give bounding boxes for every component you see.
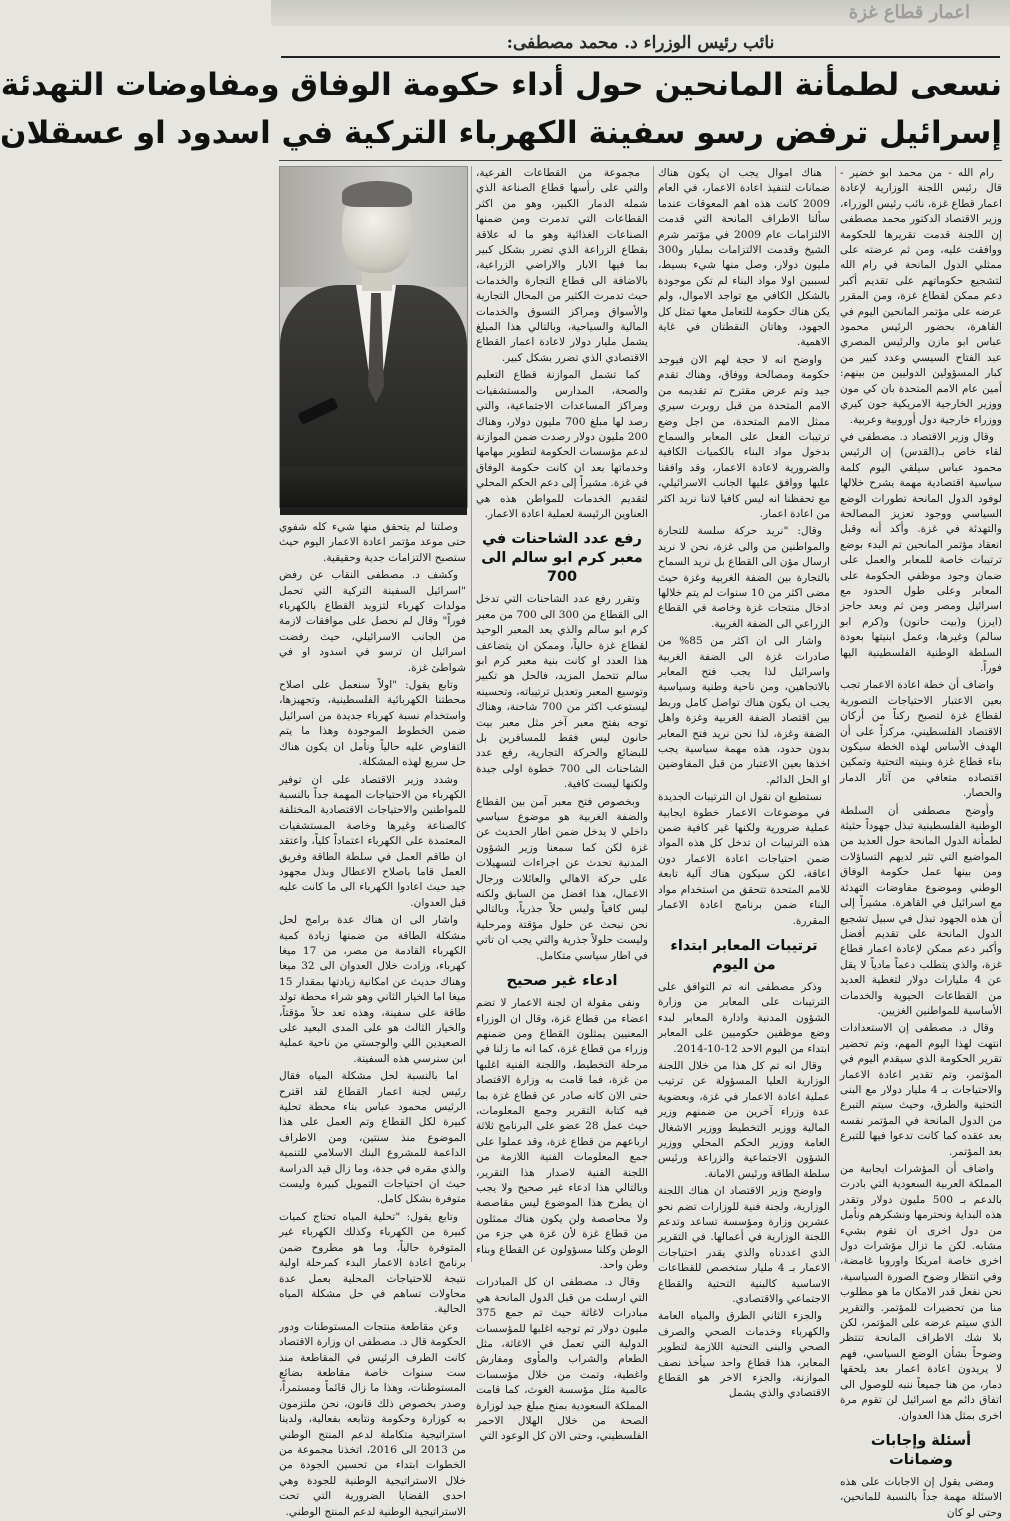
article-column-4 bbox=[279, 520, 466, 1518]
article-kicker: نائب رئيس الوزراء د. محمد مصطفى: bbox=[281, 30, 1000, 58]
paragraph: واوضح انه لا حجة لهم الان فيوجد حكومة ومصالحة ووفاق، وهناك تقدم جيد وتم عرض مقترح تم تقديمه من الامم المتحدة من قبل روبرت سيري ممثل الامم المتحدة، من اجل وضع ترتيبات الفعل على المعابر والسماح بدخول مواد البناء بالكميات الكافية والضرورية لاعادة الاعمار، وقد وافقنا عليها ووافق عليها الجانب الاسرائيلي، مع تحفظنا انه ليس كافيا لاننا نريد اكثر من اعادة اعمار. bbox=[658, 353, 830, 520]
paragraph: وتابع يقول: "اولاً سنعمل على اصلاح محطتنا الكهربائية الفلسطينية، وتجهيزها، واستخدام نسبة كهرباء جديدة من اسرائيل ضمن الخطوط الموجودة وهذا ما يتم التفاوض عليه حالياً ونأمل ان يكون هناك حل سريع لهذه المشكلة. bbox=[279, 679, 466, 769]
paragraph: والجزء الثاني الطرق والمياه العامة والكهرباء وخدمات الصحي والصرف الصحي والبنى التحتية اللازمة لتطوير المعابر، هذا قطاع واحد سيأخذ نصف الموازنة، والجزء الاخر هو القطاع الاقتصادي والذي يشمل bbox=[658, 1310, 830, 1400]
article-column-2 bbox=[658, 166, 831, 1400]
paragraph: وذكر مصطفى انه تم التوافق على الترتيبات على المعابر من وزارة الشؤون المدنية وادارة المعابر لبدء وضع موظفين حكوميين على المعابر ابتداء من اليوم الاحد 12-10-2014. bbox=[658, 980, 830, 1055]
paragraph: وقال انه تم كل هذا من خلال اللجنة الوزارية العليا المسؤولة عن ترتيب عملية اعادة الاعمار في غزة، وبعضوية عدة وزراء آخرين من ضمنهم وزير المالية ووزير التخطيط ووزير الاشغال العامة ووزير الحكم المحلي ووزير الشؤون الاجتماعية والزراعة ورئيس سلطة الطاقة ورئيس الامانة. bbox=[658, 1059, 830, 1180]
paragraph: هناك اموال يجب ان يكون هناك ضمانات لتنفيذ اعادة الاعمار، في العام 2009 كانت هذه اهم المعوقات عندما سألنا الاطراف المانحة التي قدمت الالتزامات عام 2009 في مؤتمر شرم الشيخ وقدمت الالتزامات بمليار و300 مليون دولار، وصل منها شيء بسيط، لسببين اولا مواد البناء لم تكن موجودة بالشكل الكافي مع تواجد الاموال، ولم يكن هناك حكومة للتعامل معها تمثل كل الجهود، وهاتان النقطتان في غاية الاهمية. bbox=[658, 167, 831, 349]
article-column-1 bbox=[840, 166, 1003, 1519]
paragraph: وقال: "نريد حركة سلسة للتجارة والمواطنين من والى غزة، نحن لا نريد ارسال مؤن الى القطاع بل نريد السماح بالتجارة بين الضفة الغربية وغزة حيث مضى اكثر من 10 سنوات لم يتم خلالها ادخال منتجات غزة وخاصة في القطاع الزراعي الى الضفة الغربية. bbox=[658, 525, 830, 630]
photo-hair bbox=[342, 181, 412, 207]
article-column-3 bbox=[476, 166, 649, 1443]
column-divider bbox=[653, 166, 654, 1262]
headline-line-1: نسعى لطمأنة المانحين حول أداء حكومة الوفاق ومفاوضات التهدئة bbox=[0, 67, 1002, 103]
paragraph: وأوضح مصطفى أن السلطة الوطنية الفلسطينية تبذل جهوداً حثيثة لطمأنة الدول المانحة حول العديد من المواضيع التي تثير لديهم التساؤلات ومن بينها عمل حكومة الوفاق الوطني وموضوع مفاوضات التهدئة مع اسرائيل في القاهرة. مشيراً إلى أن هذه الجهود تبذل في سبيل تشجيع الدول المانحة على تقديم أفضل وأكبر دعم ممكن لإعادة اعمار قطاع غزة، والذي يتطلب دعماً مادياً لا يقل عن 4 مليارات دولار لتغطية العديد من القطاعات الحيوية والخدمات الأساسية للمواطنين الغزيين. bbox=[840, 804, 1002, 1017]
paragraph: واضاف أن المؤشرات ايجابية من المملكة العربية السعودية التي بادرت بالدعم بـ 500 مليون دولار وتقدر هذه البداية ونحترمها ونشكرهم ونأمل من دول اخرى ان تقوم بشيء مشابه. لكن ما تزال مؤشرات دول اخرى خاصة امريكا واوروبا غامضة، وفي انتظار وضوح الصورة السياسية، نحن نفعل قدر الامكان ما هو مطلوب منا من تحضيرات للمؤتمر. والتقرير الذي سيتم عرضه على المؤتمر، لكن بلا شك الاطراف المانحة تنتظر وضوحاً بشأن الوضع السياسي، فهم لا يريدون اعادة اعمار بعد يلحقها دمار، من هنا جميعاً ننبه للوصول الى اتفاق دائم مع اسرائيل لن تقوم مرة اخرى بمثل هذا العدوان. bbox=[840, 1163, 1003, 1422]
photo-desk bbox=[280, 467, 467, 507]
headline-rule bbox=[279, 160, 1002, 161]
column-divider bbox=[471, 166, 472, 1262]
subheading: أسئلة وإجابات وضمانات bbox=[870, 1432, 972, 1468]
paragraph: وقال د. مصطفى ان كل المبادرات التي ارسلت من قبل الدول المانحة هي مبادرات لاغاثة حيث تم جمع 375 مليون دولار تم توجيه اغلبها للمؤسسات الدولية التي تعمل في الاغاثة، مثل الطعام والشراب والمأوى ومفارش واغطية، وتمت من خلال مؤسسات عالمية مثل مؤسسة الغوث، كما قامت المملكة السعودية بمنح مبلغ جيد لوزارة الصحة من خلال الهلال الاحمر الفلسطيني، وحتى الان كل الوعود التي bbox=[476, 1276, 648, 1443]
paragraph: وعن مقاطعة منتجات المستوطنات ودور الحكومة قال د. مصطفى ان وزارة الاقتصاد كانت الطرف الرئيس في المقاطعة منذ ست سنوات خاصة مقاطعة بضائع المستوطنات، وهذا ما زال قائماً ومستمراً، وصدر بخصوص ذلك قانون، نحن ملتزمون به كوزارة وحكومة ونتابعه بفعالية، ولدينا استراتيجية متكاملة لدعم المنتج الوطني من 2013 الى 2016، اتخذنا مجموعة من الخطوات ابتداء من تحسين الجودة من خلال الاستراتيجية الوطنية للجودة وهي احدى القضايا الضرورية التي تحت الاستراتيجية الوطنية لدعم المنتج الوطني. bbox=[279, 1320, 466, 1518]
paragraph: اما بالنسبة لحل مشكلة المياه فقال رئيس لجنة اعمار القطاع لقد اقترح الرئيس محمود عباس بناء محطة تحلية كبيرة لكل القطاع وتم العمل على هذا الموضوع منذ سنتين، ومن الاطراف الداعمة للمشروع البنك الاسلامي للتنمية والذي مقره في جدة، وما زال قيد الدراسة حيث ان احتياجات التمويل كبيرة وليست متوفرة بشكل كامل. bbox=[279, 1070, 466, 1206]
subheading: ترتيبات المعابر ابتداء من اليوم bbox=[670, 937, 818, 973]
paragraph: مجموعة من القطاعات الفرعية، والتي على رأسها قطاع الصناعة الذي شمله الدمار الكبير، وهو من اكثر القطاعات التي تدمرت ومن ضمنها الصناعات الغذائية وهو ما له علاقة بقطاع الزراعة الذي تضرر بشكل كبير بما فيها الابار والاراضي الزراعية، بالاضافة الى قطاع التجارة والخدمات حيث تدمرت الكثير من المحال التجارية والأسواق ومراكز التسوق والخدمات المالية والسياحية، وبالتالي هذا المبلغ يشمل مليار دولار لاعادة اعمار القطاع الاقتصادي الذي تضرر بشكل كبير. bbox=[476, 167, 648, 364]
paragraph: ومضى يقول إن الاجابات على هذه الاسئلة مهمة جداً بالنسبة للمانحين، وحتى لو كان bbox=[840, 1475, 1002, 1519]
paragraph: وتقرر رفع عدد الشاحنات التي تدخل الى القطاع من 300 الى 700 من معبر كرم ابو سالم والذي يعد المعبر الوحيد لقطاع غزة حالياً، وممكن ان يتضاعف هذا العدد او كانت بنية معبر كرم ابو سالم تتحمل المزيد، فالحل هو تكبير وتوسيع المعبر وتعديل ترتيباته، وتحسينه ليستوعب اكثر من 700 شاحنة، وهناك توجه بفتح معبر آخر مثل معبر بيت حانون ليس فقط للمسافرين بل للبضائع والحركة التجارية، رفع عدد الشاحنات الى 700 خطوة اولى جيدة ولكنها ليست كافية. bbox=[476, 593, 649, 791]
paragraph: وقال د. مصطفى إن الاستعدادات انتهت لهذا اليوم المهم، وتم تحضير تقرير الحكومة الذي سيقدم اليوم في المؤتمر، وتم تقدير اعادة الاعمار والاحتياجات بـ 4 مليار دولار مع البنى التحتية والطرق، وحيث سيتم التبرع من الدول المانحة في المؤتمر نفسه بعد عقده كما كانت تدعوا فيها للتبرع بعد المؤتمر. bbox=[840, 1022, 1002, 1158]
paragraph: واوضح وزير الاقتصاد ان هناك اللجنة الوزارية، ولجنة فنية للوزارات تضم نحو عشرين وزارة ومؤسسة تساعد وتدعم اللجنة الوزارية في أعمالها. في التقرير الذي اعددناه والذي يقدر احتياجات الاعمار بـ 4 مليار ستخصص للقطاعات الاساسية كالبنية التحتية والقطاع الاجتماعي والاقتصادي. bbox=[658, 1185, 831, 1306]
paragraph: نستطيع ان نقول ان الترتيبات الجديدة في موضوعات الاعمار خطوة ايجابية عملية ضرورية ولكنها غير كافية ضمن هذه الترتيبات ان تدخل كل هذه المواد ضمن احتياجات اعادة الاعمار دون اعاقة، لكن سيكون هناك آلية تابعة للامم المتحدة تتحقق من استخدام مواد البناء ضمن برنامج اعادة الاعمار المقررة. bbox=[658, 791, 830, 927]
masthead-strip bbox=[271, 0, 1010, 26]
paragraph: كما تشمل الموازنة قطاع التعليم والصحة، المدارس والمستشفيات ومراكز المساعدات الاجتماعية، والتي رصد لها مبلغ 700 مليون دولار، وهناك 200 مليون دولار رصدت ضمن الموازنة لدعم مؤسسات الحكومة لتطوير مهامها وخدماتها بعد ان كانت حكومة الوفاق في غزة. مشيراً إلى دعم الحكم المحلي لتقديم الخدمات للمواطن هذه هي العناوين الرئيسة لعملية اعادة الاعمار. bbox=[476, 369, 648, 520]
paragraph: وصلتنا لم يتحقق منها شيء كله شفوي حتى موعد مؤتمر اعادة الاعمار اليوم حيث ستصبح الالتزامات جدية وحقيقية. bbox=[279, 521, 466, 564]
subheading: رفع عدد الشاحنات في معبر كرم ابو سالم الى 700 bbox=[481, 531, 643, 586]
masthead-strip-text: اعمار قطاع غزة bbox=[848, 2, 970, 23]
paragraph: وتابع يقول: "تحلية المياه تحتاج كميات كبيرة من الكهرباء وكذلك الكهرباء غير المتوفرة حالياً، وما هو مطروح ضمن برنامج اعادة الاعمار البدء كمرحلة اولية نتيجة للاحتياجات المحلية بعمل عدة محاولات تساهم في حل مشكلة المياه الحالية. bbox=[279, 1210, 466, 1316]
paragraph: وقال وزير الاقتصاد د. مصطفى في لقاء خاص بـ(القدس) إن الرئيس محمود عباس سيلقي اليوم كلمة سياسية اقتصادية مهمة يشرح خلالها لوفود الدول المانحة تطورات الوضع السياسي ووجود تعزيز المصالحة والتهدئة في غزة. وأكد أنه وقبل انعقاد مؤتمر المانحين تم البدء بوضع ترتيبات خاصة للمعابر والعمل على ضمان وجود موظفي الحكومة على المعابر وعلى طول الحدود مع اسرائيل ومصر ومن ثم وبعد حاجز (ايرز) و(بيت حانون) و(كرم ابو سالم) وغيرها، وعمل ابنيتها بعودة السلطة الوطنية الفلسطينية اليها فوراً. bbox=[840, 430, 1002, 674]
paragraph: واضاف أن خطة اعادة الاعمار تجب بعين الاعتبار الاحتياجات التصورية لقطاع غزة لتصبح ركناً من أركان الاقتصاد الفلسطيني، مركزاً على أن الهدف الأساس لهذه الخطة سيكون بناء قطاع غزة وبنيته التحتية وتمكين اقتصاده متعافي من آثار الدمار والحصار. bbox=[840, 679, 1002, 800]
paragraph: وكشف د. مصطفى النقاب عن رفض "اسرائيل السفينة التركية التي تحمل مولدات كهرباء لتزويد القطاع بالكهرباء فوراً" وقال لم نحصل على موافقات لازمة من الجانب الاسرائيلي، حيث رفضت اسرائيل ان ترسو في اسدود او في شواطئ غزة. bbox=[279, 569, 466, 674]
subheading: ادعاء غير صحيح bbox=[506, 973, 618, 990]
paragraph: وشدد وزير الاقتصاد على ان توفير الكهرباء من الاحتياجات المهمة جداً بالنسبة للمواطنين والاحتياجات الاقتصادية المختلفة كالصناعة وغيرها وخاصة المستشفيات المعتمدة على الكهرباء اعتماداً كلياً، واعتقد ان طاقم العمل في سلطة الطاقة وفريق العمل قاما باصلاح الاعطال وبذل مجهود جيد حيث اعادوا الكهرباء الى ما كانت عليه قبل العدوان. bbox=[279, 773, 466, 909]
paragraph: وبخصوص فتح معبر آمن بين القطاع والضفة الغربية هو موضوع سياسي داخلي لا يدخل ضمن اطار الحديث عن غزة لكن كما سمعنا وزير الشؤون المدنية تحدث عن اجراءات لتسهيلات على حركة الاهالي والعائلات ورجال الاعمال، هذا افضل من السابق ولكنه ليس كافياً وليس حلاً جذرياً، وبالتالي نحن نبحث عن حلول مؤقتة ومرحلية وليست حلولاً جذرية والتي يجب ان تاتي في اطار سياسي متكامل. bbox=[476, 795, 648, 962]
paragraph: واشار الى ان هناك عدة برامج لحل مشكلة الطاقة من ضمنها زيادة كمية الكهرباء القادمة من مصر، من 17 ميغا كهرباء، وزادت خلال العدوان الى 32 ميغا وهناك حديث عن امكانية زيادتها بمقدار 15 ميغا اما الخيار الثاني وهو شراء محطة تولد طاقة على سفينة، وهذه تعد حلاً مؤقتاً، والخيار الثالث هو على المدى البعيد على الصعيدين اللي والوجستي من ناحية عملية ابن سنرسي هذه السفينة. bbox=[279, 914, 466, 1065]
column-divider bbox=[835, 166, 836, 1262]
paragraph: ونفى مقولة ان لجنة الاعمار لا تضم اعضاء من قطاع غزة، وقال ان الوزراء المعنيين يمثلون القطاع ومن ضمنهم وزراء من قطاع غزة، كما انه ما زلنا في مرحلة التخطيط، واللجنة الفنية اغلبها من غزة، فما قامت به وزارة الاقتصاد حتى الان كانه صادر عن قطاع غزة بما فيه كتابة التقرير وجمع المعلومات، حيث عمل 28 عضو على البرنامج ثلاثة ارباعهم من قطاع غزة، وقد عملوا على جمع المعلومات الفنية اللازمة من اللجنة الفنية لاصدار هذا التقرير، وبالتالي هذا ادعاء غير صحيح ولا يجب ان يطرح هذا الموضوع ليس مقاصصة ولا محاصصة ولن يكون هناك ممثلون من قطاع غزة لأن غزة هي جزء من الوطن وكلنا مسؤولون عن القطاع وبناء وطن واحد. bbox=[476, 997, 648, 1271]
headline-line-2: إسرائيل ترفض رسو سفينة الكهرباء التركية في اسدود او عسقلان bbox=[0, 115, 1002, 151]
paragraph: رام الله - من محمد ابو خضير - قال رئيس اللجنة الوزارية لإعادة اعمار قطاع غزة، نائب رئيس الوزراء، وزير الاقتصاد الدكتور محمد مصطفى إن اللجنة قدمت تقريرها للحكومة ووافقت عليه، ومن ثم عرضته على ممثلي الدول المانحة في رام الله لتشجيع حكوماتهم على تقديم أكبر دعم ممكن لقطاع غزة، ومن المقرر عرضه على مؤتمر المانحين اليوم في القاهرة، بحضور الرئيس محمود عباس ابو مازن والرئيس المصري عبد الفتاح السيسي وعدد كبير من كبار المسؤولين الدوليين من بينهم: أمين عام الامم المتحدة بان كي مون ووزير الخارجية الامريكية جون كيري ووزراء خارجية دول أوروبية وعربية. bbox=[840, 167, 1002, 426]
paragraph: واشار الى ان اكثر من 85% من صادرات غزة الى الضفة الغربية واسرائيل لذا يجب فتح المعابر بالاتجاهين، ومن ناحية وطنية وسياسية يجب ان يكون هناك تواصل كامل وربط بين اقتصاد الضفة الغربية وغزة واهل الضفة وغزة، لذا نحن نريد فتح المعابر بدون حدود، هذه مهمة سياسية يجب اخذها بعين الاعتبار من قبل المفاوضين او الحل الدائم. bbox=[658, 635, 830, 786]
portrait-photo bbox=[279, 166, 468, 508]
